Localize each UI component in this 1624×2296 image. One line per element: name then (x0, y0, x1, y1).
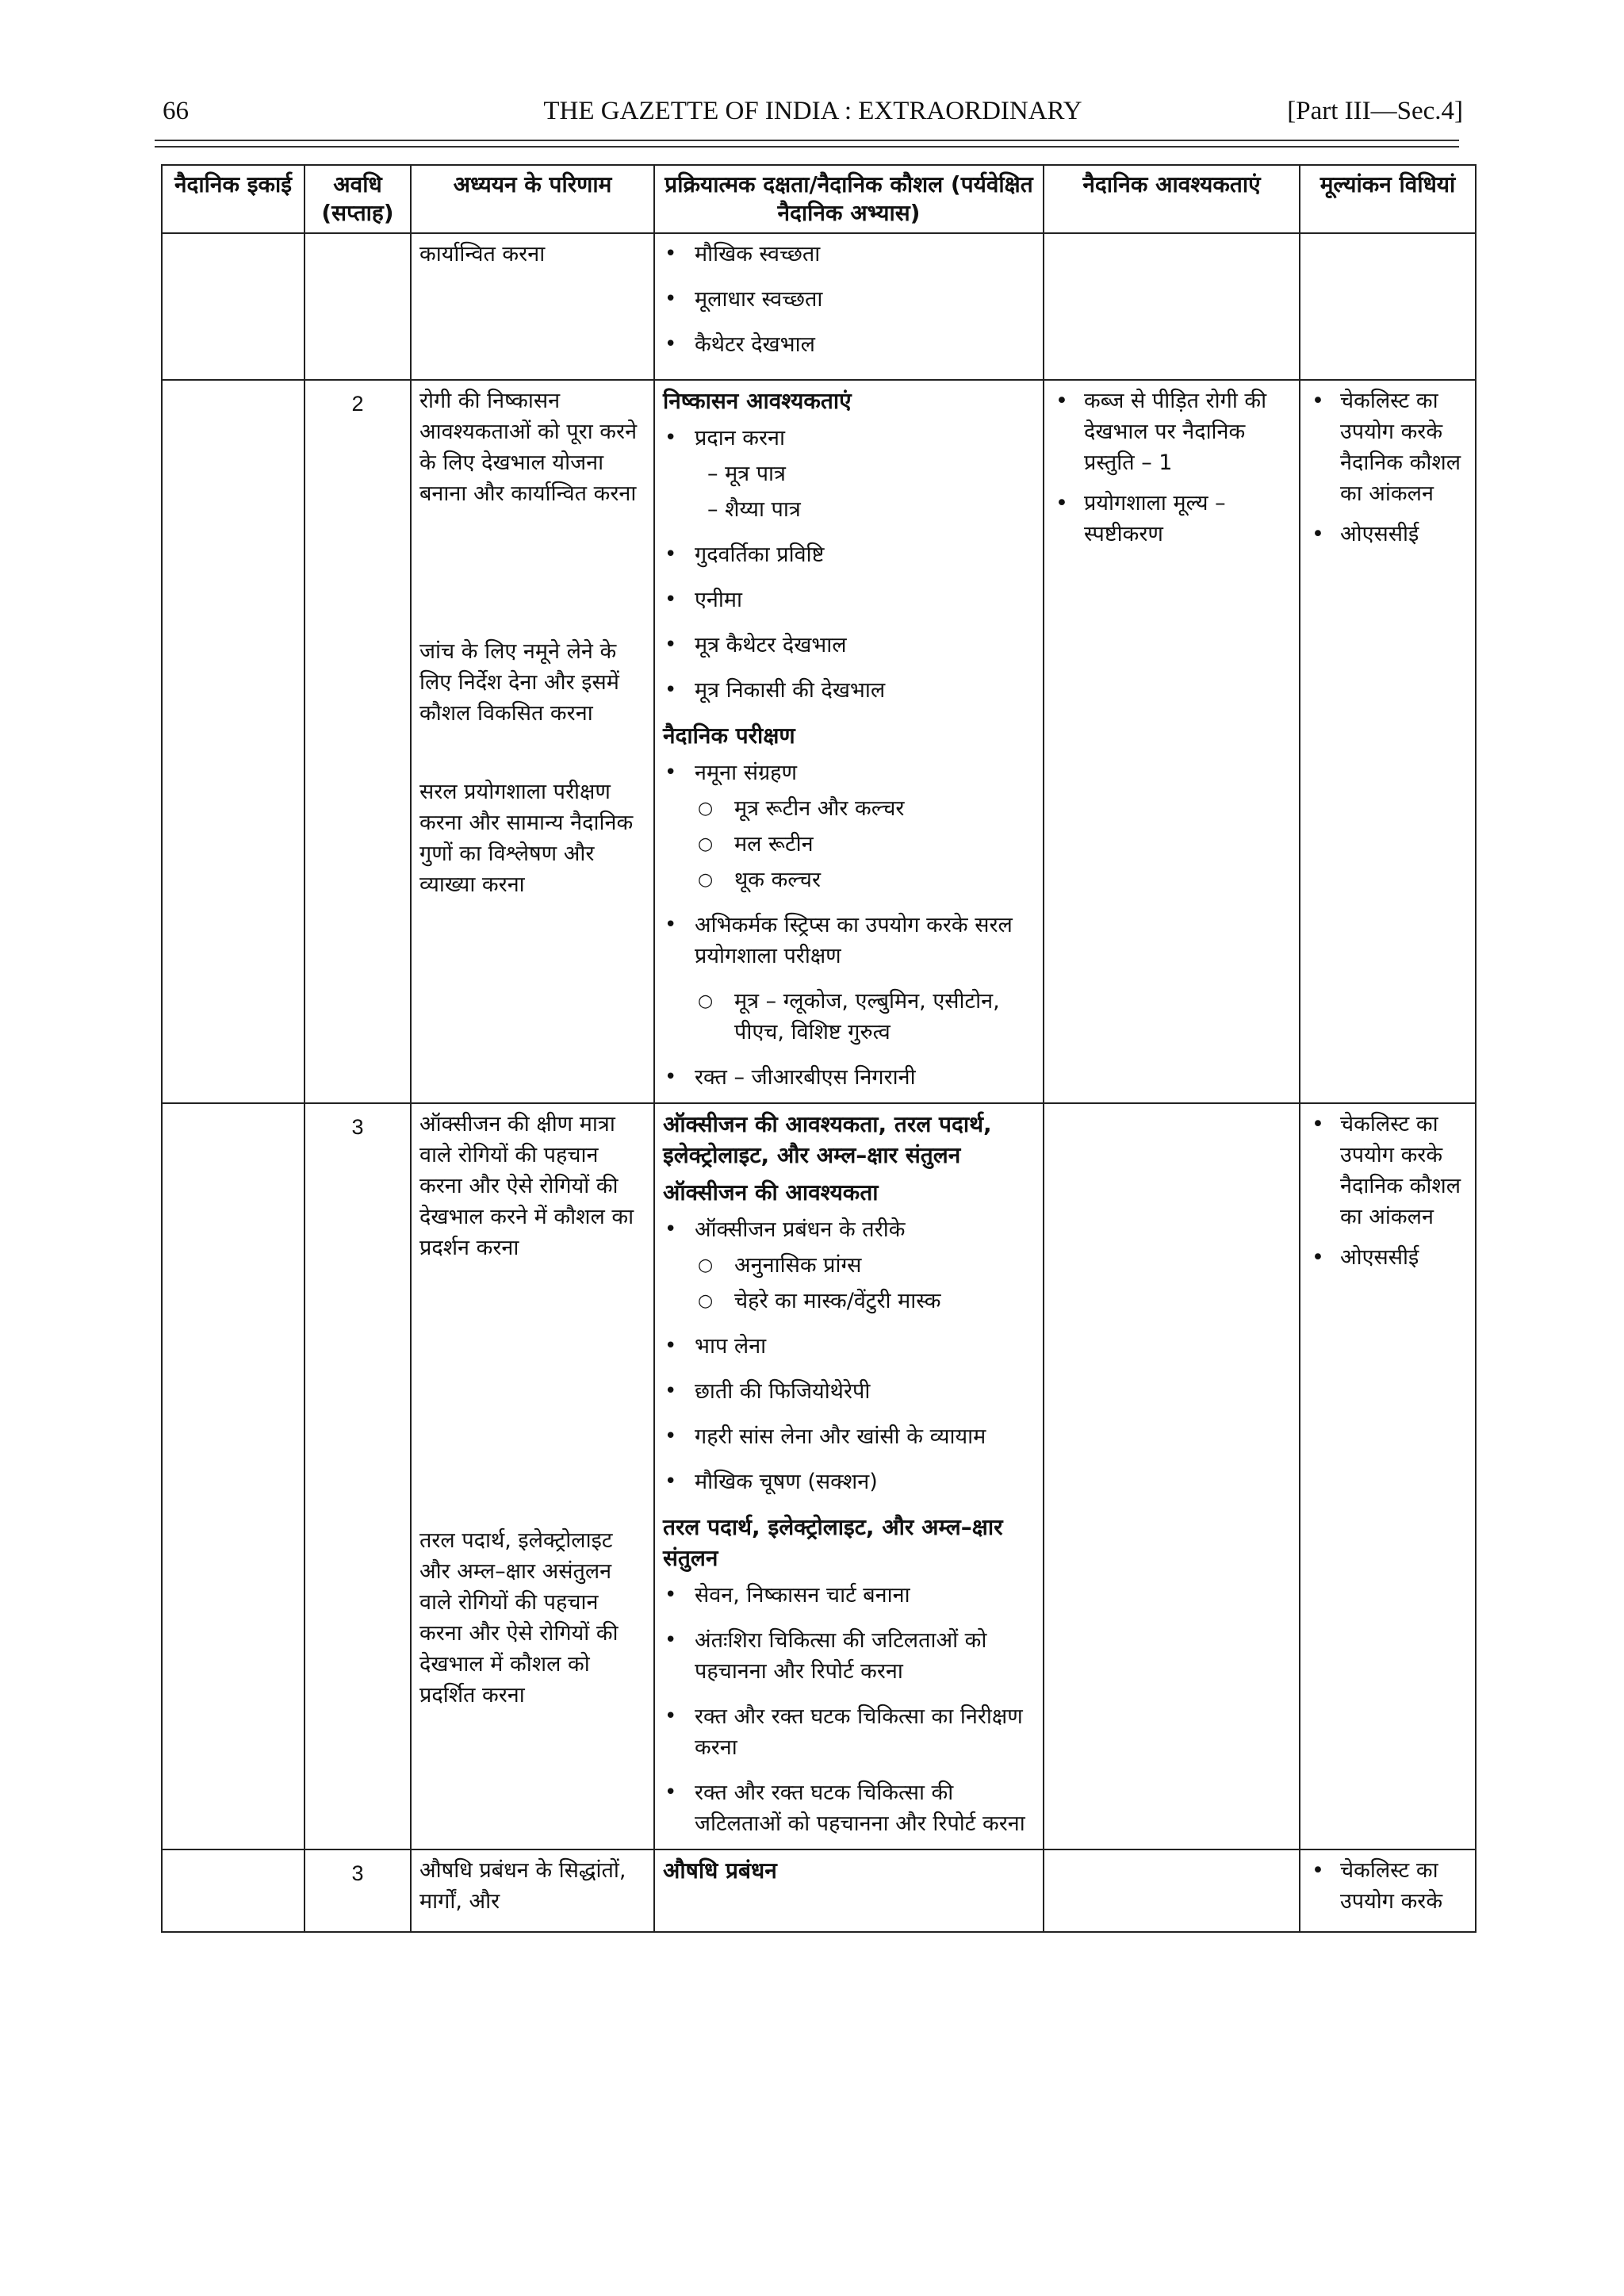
gazette-title: THE GAZETTE OF INDIA : EXTRAORDINARY (543, 97, 1082, 125)
skill-subitem: ○ मल रूटीन (663, 829, 1035, 860)
evaluation-cell (1300, 1849, 1476, 1932)
skill-item: • छाती की फिजियोथेरेपी (663, 1376, 1035, 1407)
outcome-text: कार्यान्वित करना (419, 242, 546, 266)
skill-subitem: ○ अनुनासिक प्रांग्स (663, 1250, 1035, 1281)
requirements-cell (1044, 380, 1300, 1103)
skills-cell (654, 1103, 1044, 1849)
evaluation-cell (1300, 233, 1476, 380)
outcome-cell (411, 1103, 654, 1849)
skill-subitem: – मूत्र पात्र (707, 462, 786, 486)
outcome-text: तरल पदार्थ, इलेक्ट्रोलाइट और अम्ल–क्षार असंतुलन वाले रोगियों की पहचान करना और ऐसे रोगियों की देखभाल में कौशल को प्रदर्शित करना (419, 1528, 619, 1708)
curriculum-table (161, 164, 1477, 1933)
skill-item: • मूत्र कैथेटर देखभाल (663, 630, 1035, 661)
skill-item: • भाप लेना (663, 1331, 1035, 1362)
table-header-row (162, 165, 1476, 233)
skills-cell (654, 380, 1044, 1103)
skill-heading: ऑक्सीजन की आवश्यकता (663, 1179, 879, 1205)
skill-heading: निष्कासन आवश्यकताएं (663, 388, 852, 414)
skill-heading: ऑक्सीजन की आवश्यकता, तरल पदार्थ, इलेक्ट्रोलाइट, और अम्ल–क्षार संतुलन (663, 1111, 992, 1168)
outcome-text: सरल प्रयोगशाला परीक्षण करना और सामान्य नैदानिक गुणों का विश्लेषण और व्याख्या करना (419, 780, 634, 897)
skill-item: • कैथेटर देखभाल (663, 329, 1035, 360)
requirements-cell (1044, 1849, 1300, 1932)
col-header-requirements: नैदानिक आवश्यकताएं (1044, 165, 1300, 233)
skill-heading: औषधि प्रबंधन (663, 1857, 777, 1884)
outcome-cell (411, 380, 654, 1103)
evaluation-item: • ओएससीई (1308, 1242, 1467, 1273)
col-header-duration: अवधि (सप्ताह) (304, 165, 411, 233)
skill-item: • गुदवर्तिका प्रविष्टि (663, 539, 1035, 570)
skill-subitem: ○ मूत्र रूटीन और कल्चर (663, 793, 1035, 824)
skill-subitem: ○ चेहरे का मास्क/वेंटुरी मास्क (663, 1286, 1035, 1317)
table-row (162, 1103, 1476, 1849)
outcome-cell (411, 233, 654, 380)
skill-item: • मौखिक स्वच्छता (663, 239, 1035, 270)
evaluation-item: • ओएससीई (1308, 519, 1467, 550)
skills-cell (654, 1849, 1044, 1932)
requirements-cell (1044, 233, 1300, 380)
unit-cell (162, 1103, 304, 1849)
skill-item: • गहरी सांस लेना और खांसी के व्यायाम (663, 1421, 1035, 1452)
header-rule-bottom (155, 146, 1459, 148)
skill-subitem: ○ मूत्र – ग्लूकोज, एल्बुमिन, एसीटोन, पीएच, विशिष्ट गुरुत्व (663, 986, 1035, 1048)
skill-item: • एनीमा (663, 585, 1035, 615)
part-section: [Part III—Sec.4] (1287, 97, 1463, 125)
table-row (162, 233, 1476, 380)
outcome-text: रोगी की निष्कासन आवश्यकताओं को पूरा करने के लिए देखभाल योजना बनाना और कार्यान्वित करना (419, 389, 638, 506)
unit-cell (162, 233, 304, 380)
skill-subitem: – शैय्या पात्र (707, 497, 801, 522)
skill-item: • अंतःशिरा चिकित्सा की जटिलताओं को पहचानना और रिपोर्ट करना (663, 1625, 1035, 1687)
duration-cell (304, 233, 411, 380)
skill-item: • रक्त – जीआरबीएस निगरानी (663, 1062, 1035, 1093)
table-row (162, 380, 1476, 1103)
skill-item: • अभिकर्मक स्ट्रिप्स का उपयोग करके सरल प्रयोगशाला परीक्षण (663, 910, 1035, 972)
evaluation-item: • चेकलिस्ट का उपयोग करके नैदानिक कौशल का आंकलन (1308, 385, 1467, 509)
evaluation-cell (1300, 380, 1476, 1103)
page-header (163, 97, 1463, 136)
requirement-item: • प्रयोगशाला मूल्य – स्पष्टीकरण (1052, 488, 1291, 550)
skill-item: • मूत्र निकासी की देखभाल (663, 675, 1035, 706)
skill-item: • मौखिक चूषण (सक्शन) (663, 1466, 1035, 1497)
duration-cell: 2 (304, 380, 411, 1103)
col-header-skills: प्रक्रियात्मक दक्षता/नैदानिक कौशल (पर्यवेक्षित नैदानिक अभ्यास) (654, 165, 1044, 233)
skills-cell (654, 233, 1044, 380)
skill-item: • प्रदान करना (663, 423, 1035, 454)
col-header-unit: नैदानिक इकाई (162, 165, 304, 233)
skill-subitem: ○ थूक कल्चर (663, 864, 1035, 895)
skill-heading: नैदानिक परीक्षण (663, 723, 795, 749)
col-header-outcomes: अध्ययन के परिणाम (411, 165, 654, 233)
skill-item: • सेवन, निष्कासन चार्ट बनाना (663, 1580, 1035, 1611)
unit-cell (162, 1849, 304, 1932)
skill-item: • ऑक्सीजन प्रबंधन के तरीके (663, 1214, 1035, 1245)
evaluation-cell (1300, 1103, 1476, 1849)
skill-item: • रक्त और रक्त घटक चिकित्सा का निरीक्षण करना (663, 1701, 1035, 1763)
evaluation-item: • चेकलिस्ट का उपयोग करके नैदानिक कौशल का आंकलन (1308, 1109, 1467, 1232)
outcome-cell (411, 1849, 654, 1932)
skill-item: • रक्त और रक्त घटक चिकित्सा की जटिलताओं को पहचानना और रिपोर्ट करना (663, 1777, 1035, 1839)
outcome-text: औषधि प्रबंधन के सिद्धांतों, मार्गों, और (419, 1858, 626, 1914)
duration-cell: 3 (304, 1103, 411, 1849)
header-rule-top (155, 140, 1459, 141)
col-header-evaluation: मूल्यांकन विधियां (1300, 165, 1476, 233)
table-row (162, 1849, 1476, 1932)
skill-heading: तरल पदार्थ, इलेक्ट्रोलाइट, और अम्ल–क्षार संतुलन (663, 1514, 1003, 1571)
requirements-cell (1044, 1103, 1300, 1849)
page-number: 66 (163, 97, 189, 125)
outcome-text: ऑक्सीजन की क्षीण मात्रा वाले रोगियों की पहचान करना और ऐसे रोगियों की देखभाल करने में कौशल का प्रदर्शन करना (419, 1112, 634, 1260)
duration-cell: 3 (304, 1849, 411, 1932)
evaluation-item: • चेकलिस्ट का उपयोग करके (1308, 1855, 1467, 1917)
skill-item: • मूलाधार स्वच्छता (663, 284, 1035, 315)
unit-cell (162, 380, 304, 1103)
requirement-item: • कब्ज से पीड़ित रोगी की देखभाल पर नैदानिक प्रस्तुति – 1 (1052, 385, 1291, 478)
skill-item: • नमूना संग्रहण (663, 757, 1035, 788)
outcome-text: जांच के लिए नमूने लेने के लिए निर्देश देना और इसमें कौशल विकसित करना (419, 639, 619, 726)
